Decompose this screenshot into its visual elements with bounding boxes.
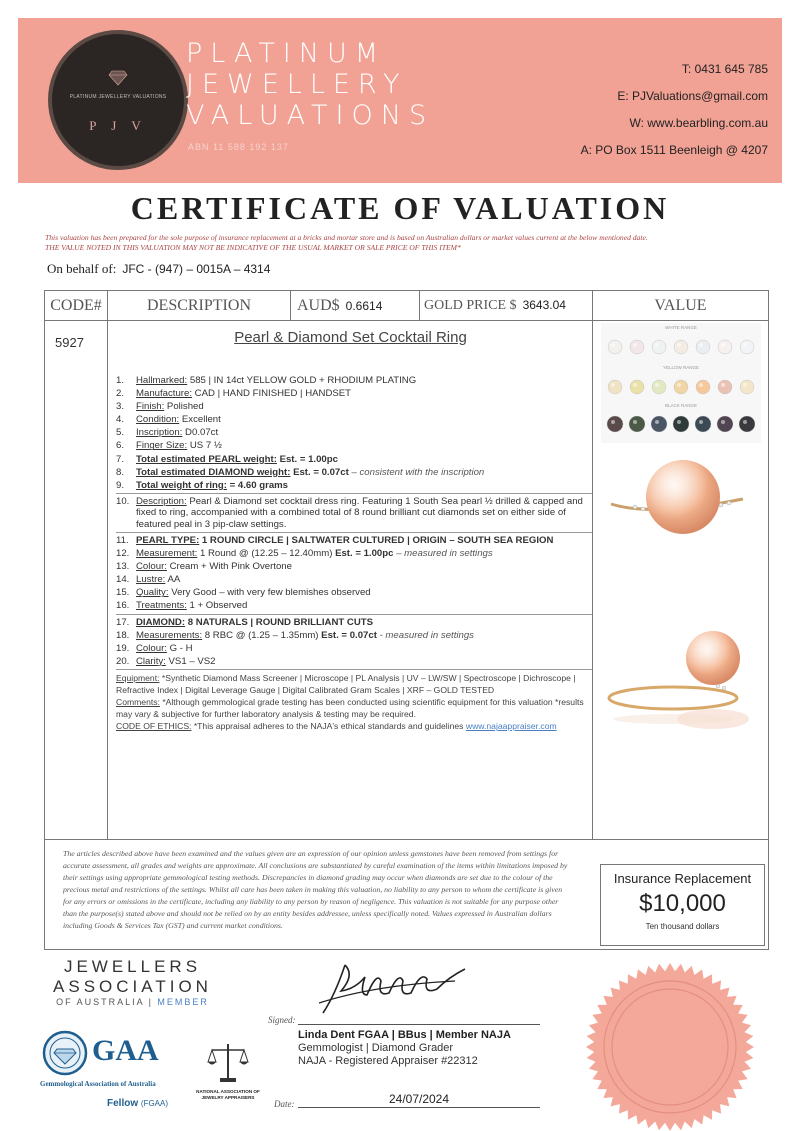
signer-registration: NAJA - Registered Appraiser #22312 <box>298 1055 478 1067</box>
list-item: 11. PEARL TYPE: 1 ROUND CIRCLE | SALTWATER CULTURED | ORIGIN – SOUTH SEA REGION <box>116 532 592 547</box>
valuation-disclaimer <box>45 233 775 253</box>
gaa-subtitle: Gemmological Association of Australia <box>40 1080 156 1088</box>
gold-price-header: GOLD PRICE $ 3643.04 <box>420 291 593 320</box>
brand-line: JEWELLERY <box>186 69 408 100</box>
pearl-swatch-highlight <box>611 420 615 424</box>
pearl-swatch-highlight <box>699 383 703 387</box>
value-header: VALUE <box>654 297 707 314</box>
pearl-swatch <box>652 380 666 394</box>
insurance-replacement-box <box>600 864 765 946</box>
disclaimer-line: This valuation has been prepared for the sole purpose of insurance replacement at a bricks and mortar store and is based on Australian dollars or market values current at the below mentioned date. <box>45 233 648 242</box>
jaa-line: JEWELLERS <box>63 957 202 976</box>
pearl-swatch <box>739 416 755 432</box>
disclaimer-line: THE VALUE NOTED IN THIS VALUATION MAY NOT BE INDICATIVE OF THE USUAL MARKET OR SALE PRICE OF THIS ITEM* <box>45 243 461 252</box>
value-column <box>593 321 768 839</box>
jaa-line: ASSOCIATION <box>53 977 212 996</box>
item-title: Pearl & Diamond Set Cocktail Ring <box>234 329 467 346</box>
date-value: 24/07/2024 <box>298 1092 540 1108</box>
description-column <box>108 321 593 839</box>
signature-line <box>298 1024 540 1025</box>
list-item: 9. Total weight of ring: = 4.60 grams <box>116 479 289 491</box>
brand-name <box>186 38 434 131</box>
certificate-title: CERTIFICATE OF VALUATION <box>130 190 670 226</box>
pearl-swatch <box>630 380 644 394</box>
pearl-swatch-highlight <box>633 343 637 347</box>
list-item: 7. Total estimated PEARL weight: Est. = 1.00pc <box>116 453 338 465</box>
abn-number: ABN 11 588 192 137 <box>188 142 289 152</box>
gaa-emblem-icon <box>42 1030 88 1076</box>
website-link[interactable]: W: www.bearbling.com.au <box>629 116 768 130</box>
aud-header: AUD$ 0.6614 <box>291 291 420 320</box>
pearl-swatch <box>651 416 667 432</box>
signer-details <box>298 1029 511 1068</box>
behalf-value: JFC - (947) – 0015A – 4314 <box>122 262 271 276</box>
pearl-swatch-highlight <box>743 420 747 424</box>
certificate-seal <box>585 962 755 1131</box>
pearl-swatch-highlight <box>699 420 703 424</box>
pearl-swatch <box>608 340 622 354</box>
pearl-swatch <box>674 340 688 354</box>
pearl-swatch-highlight <box>655 383 659 387</box>
pearl-swatch <box>718 340 732 354</box>
list-item: 18. Measurements: 8 RBC @ (1.25 – 1.35mm) Est. = 0.07ct - measured in settings <box>116 629 474 641</box>
item-code: 5927 <box>55 335 84 350</box>
code-column <box>45 321 108 839</box>
pearl-swatch-highlight <box>743 383 747 387</box>
code-header: CODE# <box>45 291 108 320</box>
pearl-swatch <box>629 416 645 432</box>
black-range-label: BLACK RANGE <box>664 403 698 408</box>
gaa-text: GAA <box>92 1034 159 1067</box>
list-item: 14. Lustre: AA <box>116 574 181 586</box>
white-range-label: WHITE RANGE <box>665 325 697 330</box>
list-item: 15. Quality: Very Good – with very few blemishes observed <box>116 587 371 599</box>
list-item: 2. Manufacture: CAD | HAND FINISHED | HANDSET <box>116 388 352 400</box>
pearl-swatch <box>696 340 710 354</box>
behalf-label: On behalf of: <box>47 261 117 276</box>
pearl-swatch <box>608 380 622 394</box>
diamond-icon <box>108 70 128 86</box>
pearl-swatch <box>630 340 644 354</box>
insurance-value-words: Ten thousand dollars <box>645 922 720 931</box>
insurance-label: Insurance Replacement <box>613 871 752 886</box>
pearl-swatch-highlight <box>655 343 659 347</box>
item-details-list <box>116 375 592 732</box>
list-item: 10. Description: Pearl & Diamond set cocktail dress ring. Featuring 1 South Sea pearl ½ drilled & capped and fixed to ring, accompanied with a combined total of 8 round brilliant cut diamonds set on either side of featured peal in 3 pip-claw settings. <box>116 493 592 531</box>
pearl-swatch-highlight <box>743 343 747 347</box>
handwritten-signature <box>315 955 475 1025</box>
ethics-note: CODE OF ETHICS: *This appraisal adheres to the NAJA's ethical standards and guidelines www.najaappraiser.com <box>116 721 557 732</box>
aud-value: 0.6614 <box>345 299 383 313</box>
valuation-table <box>44 290 769 840</box>
list-item: 1. Hallmarked: 585 | IN 14ct YELLOW GOLD + RHODIUM PLATING <box>116 375 417 386</box>
naja-logo <box>188 1040 268 1101</box>
list-item: 4. Condition: Excellent <box>116 414 221 426</box>
seal-starburst <box>586 963 754 1131</box>
pearl-swatch-highlight <box>699 343 703 347</box>
header-band <box>18 18 782 183</box>
pearl-colour-chart <box>601 323 761 443</box>
pearl-swatch-highlight <box>655 420 659 424</box>
pearl-swatch-highlight <box>677 343 681 347</box>
list-item: 12. Measurement: 1 Round @ (12.25 – 12.40mm) Est. = 1.00pc – measured in settings <box>116 548 493 560</box>
list-item: 13. Colour: Cream + With Pink Overtone <box>116 561 292 573</box>
list-item: 8. Total estimated DIAMOND weight: Est. = 0.07ct – consistent with the inscription <box>116 466 485 478</box>
pearl-swatch-highlight <box>677 420 681 424</box>
pearl-swatch-highlight <box>721 383 725 387</box>
yellow-range-label: YELLOW RANGE <box>662 365 700 370</box>
pearl-swatch-highlight <box>611 383 615 387</box>
pearl-swatch-highlight <box>721 420 725 424</box>
brand-line: PLATINUM <box>186 38 387 69</box>
scales-icon <box>206 1040 250 1084</box>
comments-note: Comments: *Although gemmological grade testing has been conducted using scientific equipment for this valuation *results may vary & subjective for further laboratory analysis & testing may be required. <box>116 697 584 720</box>
ring-photo-top <box>611 460 743 534</box>
pearl-swatch <box>740 380 754 394</box>
list-item: 3. Finish: Polished <box>116 401 204 413</box>
equipment-note: Equipment: *Synthetic Diamond Mass Screener | Microscope | PL Analysis | UV – LW/SW | Spectroscope | Dichroscope | Refractive Index | Digital Leverage Gauge | Digital Calibrated Gram Scales | XRF – GOLD TESTED <box>116 673 576 696</box>
pearl-swatch <box>695 416 711 432</box>
jaa-member-logo <box>50 957 215 1007</box>
pearl-swatch-highlight <box>677 383 681 387</box>
list-item: 6. Finger Size: US 7 ½ <box>116 440 222 452</box>
phone-number: T: 0431 645 785 <box>681 62 768 76</box>
naja-text: NATIONAL ASSOCIATION OF JEWELRY APPRAISERS <box>196 1089 260 1100</box>
ring-photo-side <box>609 631 749 729</box>
list-item: 19. Colour: G - H <box>116 642 193 654</box>
logo-initials: P J V <box>89 118 147 133</box>
date-label: Date: <box>274 1099 295 1109</box>
list-item: 17. DIAMOND: 8 NATURALS | ROUND BRILLIANT CUTS <box>116 614 592 629</box>
pearl-swatch-highlight <box>633 383 637 387</box>
pearl-swatch <box>674 380 688 394</box>
pearl-swatch <box>652 340 666 354</box>
pearl-swatch <box>717 416 733 432</box>
pearl-images <box>593 321 768 839</box>
testing-notes <box>116 669 592 732</box>
list-item: 20. Clarity: VS1 – VS2 <box>116 655 216 667</box>
fellow-credential: Fellow (FGAA) <box>107 1098 169 1109</box>
pearl-swatch <box>607 416 623 432</box>
insurance-value: $10,000 <box>639 890 726 917</box>
terms-section <box>44 840 769 950</box>
signer-role: Gemmologist | Diamond Grader <box>298 1042 454 1054</box>
on-behalf-of <box>47 261 270 277</box>
pearl-swatch <box>696 380 710 394</box>
jaa-line: OF AUSTRALIA | MEMBER <box>56 997 209 1007</box>
pearl-swatch <box>718 380 732 394</box>
list-item: 5. Inscription: D0.07ct <box>116 427 219 439</box>
table-header <box>45 291 768 321</box>
brand-line: VALUATIONS <box>186 100 435 131</box>
list-item: 16. Treatments: 1 + Observed <box>116 600 248 612</box>
pearl-swatch-highlight <box>611 343 615 347</box>
description-header: DESCRIPTION <box>108 291 291 320</box>
postal-address: A: PO Box 1511 Beenleigh @ 4207 <box>580 143 768 157</box>
signed-label: Signed: <box>268 1015 296 1025</box>
naja-link[interactable]: www.najaappraiser.com <box>465 721 557 732</box>
pearl-swatch-highlight <box>633 420 637 424</box>
company-logo <box>48 30 188 170</box>
pearl-swatch <box>740 340 754 354</box>
signer-name: Linda Dent FGAA | BBus | Member NAJA <box>298 1029 511 1041</box>
terms-text: The articles described above have been examined and the values given are an expression of our opinion unless gemstones have been removed from settings for accurate assessment, all grades and weights are approximate. All conclusions are substantiated by careful examination of the items within limitations imposed by their settings using appropriate gemmological testing methods. Discrepancies in diamond grading may occur when diamonds are set due to the colour of the precious metal and restrictions of the settings. Whilst all care has been taken in making this valuation, no liability to any person to whom the certificate is given for any errors or omissions in the certificate, including any liability to any person by reason of negligence. This valuation is not suitable for any purpose other than the purpose(s) stated above and should not be relied on by an entity besides addressee, unless specifically noted. Values expressed in Australian dollars including Goods & Services Tax (GST) and current market conditions. <box>63 849 568 930</box>
contact-details <box>581 56 768 164</box>
pearl-swatch <box>673 416 689 432</box>
email-address[interactable]: E: PJValuations@gmail.com <box>617 89 768 103</box>
pearl-swatch-highlight <box>721 343 725 347</box>
logo-caption: PLATINUM JEWELLERY VALUATIONS <box>69 94 167 100</box>
gold-price-value: 3643.04 <box>522 298 566 312</box>
